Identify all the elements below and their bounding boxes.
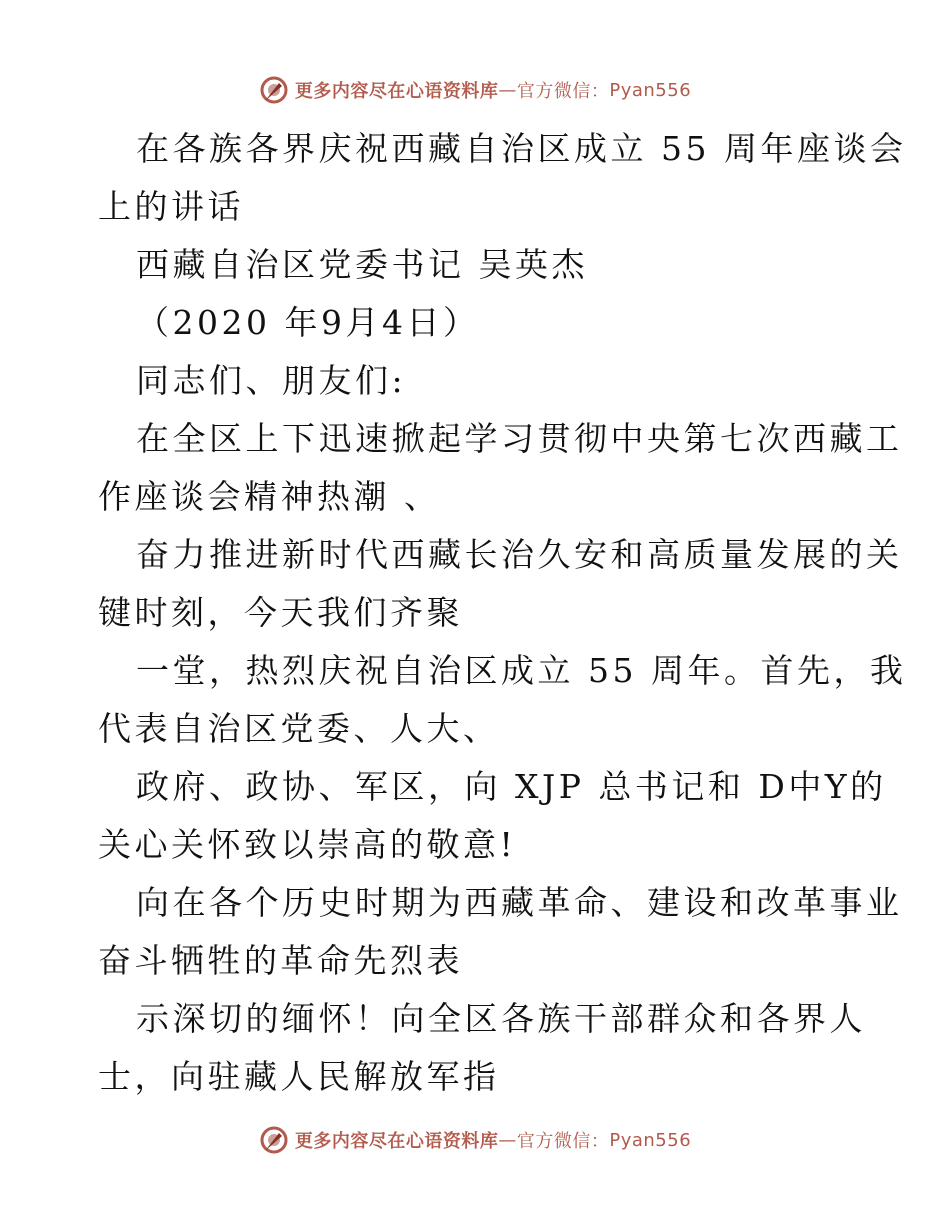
text-line: 作座谈会精神热潮 、 xyxy=(98,477,441,516)
feather-pen-logo-icon xyxy=(259,75,289,105)
text-line: 奋斗牺牲的革命先烈表 xyxy=(98,941,463,980)
banner-promo-text: 更多内容尽在心语资料库 xyxy=(294,1131,499,1152)
text-line: （2020 年9月4日） xyxy=(136,303,480,342)
banner-wechat-account: Pyan556 xyxy=(609,79,692,101)
text-line: 键时刻，今天我们齐聚 xyxy=(98,593,463,632)
banner-wechat-label: 官方微信： xyxy=(516,1131,610,1152)
banner-wechat-label: 官方微信： xyxy=(516,81,610,102)
text-line: 关心关怀致以崇高的敬意! xyxy=(98,825,517,864)
text-line: 一堂，热烈庆祝自治区成立 55 周年。首先，我 xyxy=(136,651,907,690)
text-line: 政府、政协、军区，向 XJP 总书记和 D中Y的 xyxy=(136,767,887,806)
header-banner xyxy=(0,70,950,110)
banner-wechat-account: Pyan556 xyxy=(609,1129,692,1151)
text-line: 在各族各界庆祝西藏自治区成立 55 周年座谈会 xyxy=(136,129,907,168)
banner-dash: — xyxy=(498,79,517,101)
text-line: 示深切的缅怀！向全区各族干部群众和各界人 xyxy=(136,999,866,1038)
text-line: 西藏自治区党委书记 吴英杰 xyxy=(136,245,588,284)
text-line: 士，向驻藏人民解放军指 xyxy=(98,1057,500,1096)
text-line: 奋力推进新时代西藏长治久安和高质量发展的关 xyxy=(136,535,903,574)
text-line: 同志们、朋友们: xyxy=(136,361,407,400)
text-line: 在全区上下迅速掀起学习贯彻中央第七次西藏工 xyxy=(136,419,903,458)
text-line: 向在各个历史时期为西藏革命、建设和改革事业 xyxy=(136,883,903,922)
document-body xyxy=(98,120,907,1106)
footer-banner xyxy=(0,1120,950,1160)
feather-pen-logo-icon xyxy=(259,1125,289,1155)
text-line: 上的讲话 xyxy=(98,187,244,226)
text-line: 代表自治区党委、人大、 xyxy=(98,709,500,748)
banner-promo-text: 更多内容尽在心语资料库 xyxy=(294,81,499,102)
banner-dash: — xyxy=(498,1129,517,1151)
